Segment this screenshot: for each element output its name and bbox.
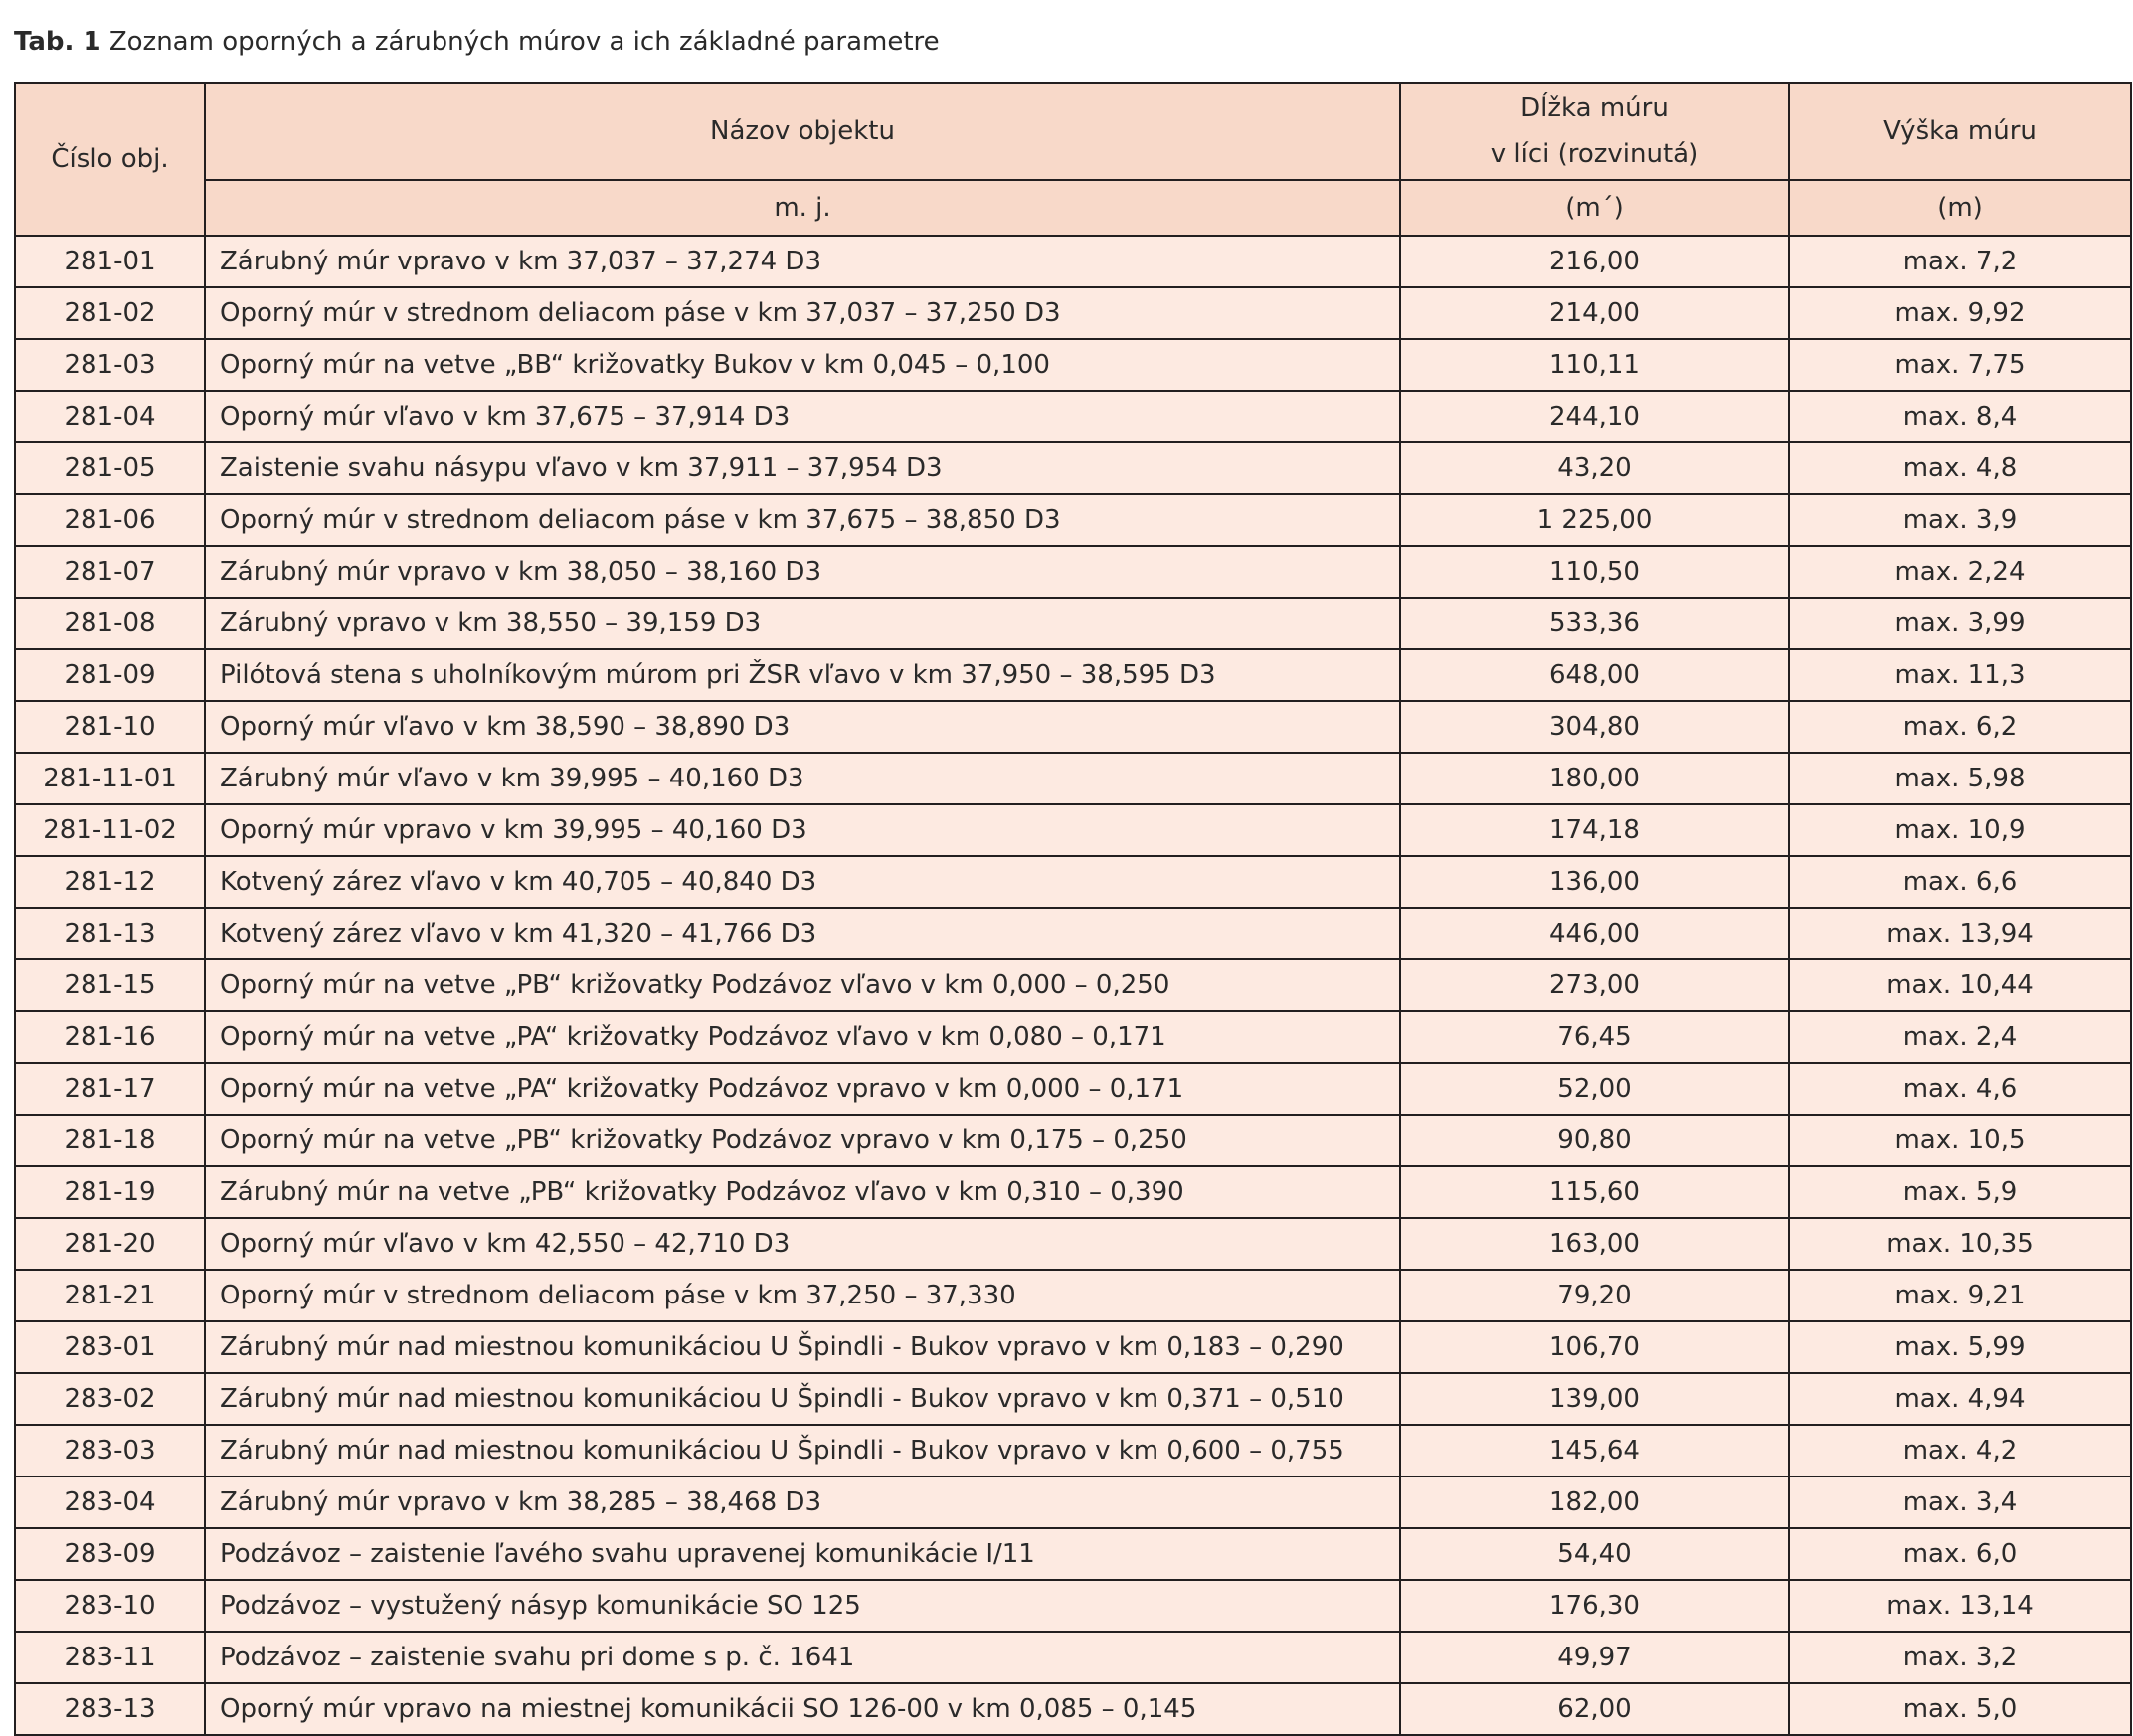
object-name: Oporný múr vľavo v km 37,675 – 37,914 D3 [205, 391, 1400, 442]
wall-height: max. 7,2 [1789, 236, 2131, 287]
object-number: 281-11-01 [15, 753, 205, 804]
table-row [15, 546, 2131, 598]
object-number: 281-16 [15, 1011, 205, 1063]
wall-height: max. 4,6 [1789, 1063, 2131, 1115]
object-number: 281-12 [15, 856, 205, 908]
caption-label: Tab. 1 [14, 27, 101, 57]
unit-height: (m) [1789, 180, 2131, 236]
caption-text: Zoznam oporných a zárubných múrov a ich základné parametre [108, 27, 940, 57]
wall-height: max. 10,44 [1789, 959, 2131, 1011]
object-name: Oporný múr na vetve „BB“ križovatky Bukov v km 0,045 – 0,100 [205, 339, 1400, 391]
object-name: Oporný múr vpravo na miestnej komunikácii SO 126-00 v km 0,085 – 0,145 [205, 1683, 1400, 1735]
wall-height: max. 2,24 [1789, 546, 2131, 598]
table-row [15, 1580, 2131, 1632]
wall-height: max. 13,14 [1789, 1580, 2131, 1632]
object-name: Zárubný múr nad miestnou komunikáciou U Špindli - Bukov vpravo v km 0,371 – 0,510 [205, 1373, 1400, 1425]
object-number: 281-03 [15, 339, 205, 391]
object-number: 283-11 [15, 1632, 205, 1683]
wall-length: 106,70 [1400, 1321, 1789, 1373]
wall-height: max. 5,9 [1789, 1166, 2131, 1218]
wall-length: 110,11 [1400, 339, 1789, 391]
table-row [15, 1218, 2131, 1270]
table-row [15, 753, 2131, 804]
wall-length: 145,64 [1400, 1425, 1789, 1476]
object-name: Zárubný múr nad miestnou komunikáciou U Špindli - Bukov vpravo v km 0,600 – 0,755 [205, 1425, 1400, 1476]
wall-height: max. 7,75 [1789, 339, 2131, 391]
wall-length: 62,00 [1400, 1683, 1789, 1735]
object-name: Oporný múr na vetve „PA“ križovatky Podzávoz vpravo v km 0,000 – 0,171 [205, 1063, 1400, 1115]
table-row [15, 1115, 2131, 1166]
wall-height: max. 4,94 [1789, 1373, 2131, 1425]
wall-length: 216,00 [1400, 236, 1789, 287]
table-row [15, 287, 2131, 339]
header-length [1400, 83, 1789, 180]
object-name: Zárubný múr vpravo v km 37,037 – 37,274 D3 [205, 236, 1400, 287]
unit-length: (m´) [1400, 180, 1789, 236]
wall-length: 49,97 [1400, 1632, 1789, 1683]
table-row [15, 1425, 2131, 1476]
wall-length: 533,36 [1400, 598, 1789, 649]
object-number: 281-09 [15, 649, 205, 701]
object-number: 281-18 [15, 1115, 205, 1166]
table-row [15, 598, 2131, 649]
object-name: Oporný múr v strednom deliacom páse v km 37,675 – 38,850 D3 [205, 494, 1400, 546]
object-number: 283-03 [15, 1425, 205, 1476]
object-number: 281-05 [15, 442, 205, 494]
units-row [15, 180, 2131, 236]
wall-length: 214,00 [1400, 287, 1789, 339]
wall-height: max. 6,2 [1789, 701, 2131, 753]
object-name: Oporný múr vľavo v km 42,550 – 42,710 D3 [205, 1218, 1400, 1270]
object-number: 281-13 [15, 908, 205, 959]
wall-length: 304,80 [1400, 701, 1789, 753]
wall-length: 76,45 [1400, 1011, 1789, 1063]
object-name: Oporný múr vpravo v km 39,995 – 40,160 D3 [205, 804, 1400, 856]
object-number: 281-19 [15, 1166, 205, 1218]
wall-length: 43,20 [1400, 442, 1789, 494]
table-row [15, 856, 2131, 908]
object-name: Oporný múr v strednom deliacom páse v km 37,250 – 37,330 [205, 1270, 1400, 1321]
object-name: Zárubný múr vpravo v km 38,050 – 38,160 D3 [205, 546, 1400, 598]
wall-length: 90,80 [1400, 1115, 1789, 1166]
object-number: 281-17 [15, 1063, 205, 1115]
table-row [15, 804, 2131, 856]
table-row [15, 1270, 2131, 1321]
object-number: 281-06 [15, 494, 205, 546]
wall-height: max. 5,99 [1789, 1321, 2131, 1373]
wall-height: max. 3,2 [1789, 1632, 2131, 1683]
wall-height: max. 10,9 [1789, 804, 2131, 856]
object-number: 281-08 [15, 598, 205, 649]
table-body [15, 236, 2131, 1735]
object-name: Podzávoz – zaistenie ľavého svahu upravenej komunikácie I/11 [205, 1528, 1400, 1580]
wall-length: 163,00 [1400, 1218, 1789, 1270]
header-row [15, 83, 2131, 180]
object-number: 281-21 [15, 1270, 205, 1321]
wall-length: 176,30 [1400, 1580, 1789, 1632]
object-name: Oporný múr na vetve „PA“ križovatky Podzávoz vľavo v km 0,080 – 0,171 [205, 1011, 1400, 1063]
wall-length: 182,00 [1400, 1476, 1789, 1528]
object-name: Kotvený zárez vľavo v km 40,705 – 40,840 D3 [205, 856, 1400, 908]
object-number: 281-04 [15, 391, 205, 442]
object-name: Zárubný múr vľavo v km 39,995 – 40,160 D3 [205, 753, 1400, 804]
table-row [15, 442, 2131, 494]
wall-length: 110,50 [1400, 546, 1789, 598]
table-row [15, 1321, 2131, 1373]
object-name: Oporný múr na vetve „PB“ križovatky Podzávoz vľavo v km 0,000 – 0,250 [205, 959, 1400, 1011]
table-row [15, 339, 2131, 391]
object-number: 281-02 [15, 287, 205, 339]
object-number: 283-09 [15, 1528, 205, 1580]
wall-length: 136,00 [1400, 856, 1789, 908]
wall-height: max. 10,5 [1789, 1115, 2131, 1166]
wall-length: 648,00 [1400, 649, 1789, 701]
object-name: Oporný múr v strednom deliacom páse v km 37,037 – 37,250 D3 [205, 287, 1400, 339]
header-name: Názov objektu [205, 83, 1400, 180]
object-number: 281-07 [15, 546, 205, 598]
object-number: 281-11-02 [15, 804, 205, 856]
object-name: Podzávoz – vystužený násyp komunikácie SO 125 [205, 1580, 1400, 1632]
wall-height: max. 4,8 [1789, 442, 2131, 494]
retaining-walls-table [14, 82, 2132, 1736]
header-length-line2: v líci (rozvinutá) [1490, 139, 1699, 169]
table-row [15, 236, 2131, 287]
object-number: 283-04 [15, 1476, 205, 1528]
wall-length: 446,00 [1400, 908, 1789, 959]
wall-height: max. 13,94 [1789, 908, 2131, 959]
wall-height: max. 10,35 [1789, 1218, 2131, 1270]
object-number: 281-15 [15, 959, 205, 1011]
wall-height: max. 4,2 [1789, 1425, 2131, 1476]
wall-length: 54,40 [1400, 1528, 1789, 1580]
table-row [15, 1476, 2131, 1528]
object-name: Oporný múr vľavo v km 38,590 – 38,890 D3 [205, 701, 1400, 753]
object-number: 283-01 [15, 1321, 205, 1373]
table-row [15, 1063, 2131, 1115]
object-number: 283-02 [15, 1373, 205, 1425]
wall-height: max. 5,98 [1789, 753, 2131, 804]
object-name: Zárubný vpravo v km 38,550 – 39,159 D3 [205, 598, 1400, 649]
table-row [15, 701, 2131, 753]
object-name: Kotvený zárez vľavo v km 41,320 – 41,766 D3 [205, 908, 1400, 959]
wall-length: 139,00 [1400, 1373, 1789, 1425]
wall-length: 273,00 [1400, 959, 1789, 1011]
header-length-line1: Dĺžka múru [1520, 93, 1669, 123]
object-number: 283-13 [15, 1683, 205, 1735]
wall-length: 174,18 [1400, 804, 1789, 856]
wall-height: max. 3,99 [1789, 598, 2131, 649]
table-row [15, 494, 2131, 546]
wall-height: max. 11,3 [1789, 649, 2131, 701]
object-number: 283-10 [15, 1580, 205, 1632]
wall-height: max. 3,9 [1789, 494, 2131, 546]
wall-length: 79,20 [1400, 1270, 1789, 1321]
table-header [15, 83, 2131, 236]
table-row [15, 1632, 2131, 1683]
wall-length: 115,60 [1400, 1166, 1789, 1218]
table-row [15, 1373, 2131, 1425]
wall-height: max. 9,92 [1789, 287, 2131, 339]
wall-height: max. 5,0 [1789, 1683, 2131, 1735]
header-number: Číslo obj. [15, 83, 205, 236]
object-name: Zárubný múr nad miestnou komunikáciou U Špindli - Bukov vpravo v km 0,183 – 0,290 [205, 1321, 1400, 1373]
table-row [15, 1683, 2131, 1735]
wall-height: max. 6,0 [1789, 1528, 2131, 1580]
object-name: Zárubný múr na vetve „PB“ križovatky Podzávoz vľavo v km 0,310 – 0,390 [205, 1166, 1400, 1218]
object-number: 281-10 [15, 701, 205, 753]
object-name: Oporný múr na vetve „PB“ križovatky Podzávoz vpravo v km 0,175 – 0,250 [205, 1115, 1400, 1166]
object-name: Zárubný múr vpravo v km 38,285 – 38,468 D3 [205, 1476, 1400, 1528]
wall-height: max. 2,4 [1789, 1011, 2131, 1063]
wall-length: 1 225,00 [1400, 494, 1789, 546]
object-number: 281-20 [15, 1218, 205, 1270]
table-row [15, 391, 2131, 442]
object-name: Podzávoz – zaistenie svahu pri dome s p. č. 1641 [205, 1632, 1400, 1683]
wall-height: max. 6,6 [1789, 856, 2131, 908]
wall-length: 52,00 [1400, 1063, 1789, 1115]
table-row [15, 649, 2131, 701]
table-row [15, 1528, 2131, 1580]
table-row [15, 1011, 2131, 1063]
object-name: Zaistenie svahu násypu vľavo v km 37,911 – 37,954 D3 [205, 442, 1400, 494]
wall-length: 244,10 [1400, 391, 1789, 442]
wall-height: max. 3,4 [1789, 1476, 2131, 1528]
table-caption [14, 22, 940, 62]
header-height: Výška múru [1789, 83, 2131, 180]
object-name: Pilótová stena s uholníkovým múrom pri ŽSR vľavo v km 37,950 – 38,595 D3 [205, 649, 1400, 701]
table-row [15, 959, 2131, 1011]
wall-length: 180,00 [1400, 753, 1789, 804]
table-row [15, 908, 2131, 959]
wall-height: max. 9,21 [1789, 1270, 2131, 1321]
object-number: 281-01 [15, 236, 205, 287]
table-row [15, 1166, 2131, 1218]
unit-name: m. j. [205, 180, 1400, 236]
wall-height: max. 8,4 [1789, 391, 2131, 442]
